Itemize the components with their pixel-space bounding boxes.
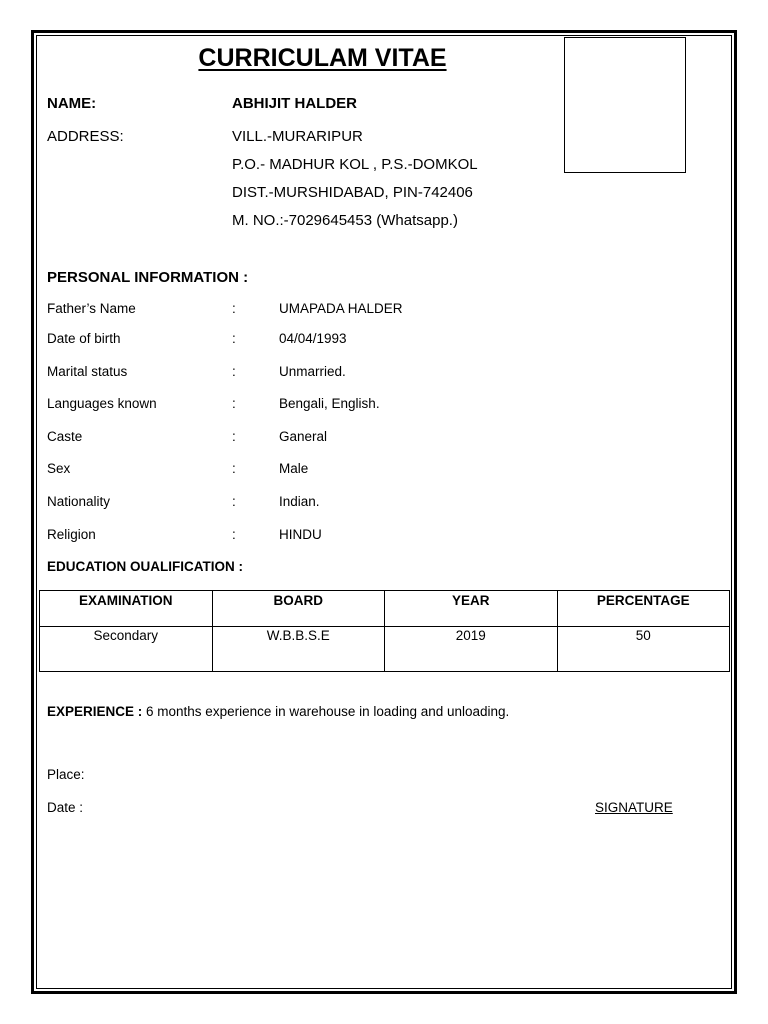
info-value: Male (279, 461, 309, 476)
table-row (40, 627, 730, 672)
experience-label: EXPERIENCE : (47, 704, 143, 719)
info-label: Caste (47, 429, 83, 444)
page-border-inner (36, 35, 732, 989)
info-separator: : (232, 301, 236, 316)
info-separator: : (232, 429, 236, 444)
address-line: DIST.-MURSHIDABAD, PIN-742406 (232, 184, 473, 201)
info-value: Ganeral (279, 429, 328, 444)
table-cell: 50 (557, 627, 730, 672)
table-header-cell: EXAMINATION (40, 591, 213, 627)
info-label: Date of birth (47, 331, 121, 346)
education-heading: EDUCATION OUALIFICATION : (47, 559, 243, 574)
info-label: Father’s Name (47, 301, 136, 316)
info-label: Nationality (47, 494, 111, 509)
info-label: Sex (47, 461, 71, 476)
info-separator: : (232, 396, 236, 411)
address-line: P.O.- MADHUR KOL , P.S.-DOMKOL (232, 156, 478, 173)
phone-line: M. NO.:-7029645453 (Whatsapp.) (232, 212, 458, 229)
info-value: Indian. (279, 494, 320, 509)
address-label: ADDRESS: (47, 128, 124, 145)
info-separator: : (232, 494, 236, 509)
education-table (39, 590, 730, 672)
experience-text: 6 months experience in warehouse in loading and unloading. (142, 704, 510, 719)
table-cell: W.B.B.S.E (212, 627, 385, 672)
info-value: UMAPADA HALDER (279, 301, 403, 316)
info-label: Languages known (47, 396, 157, 411)
place-label: Place: (47, 767, 85, 782)
table-cell: 2019 (385, 627, 558, 672)
table-header-cell: YEAR (385, 591, 558, 627)
info-label: Marital status (47, 364, 128, 379)
personal-info-heading: PERSONAL INFORMATION : (47, 269, 249, 286)
info-value: Bengali, English. (279, 396, 380, 411)
info-separator: : (232, 364, 236, 379)
photo-placeholder (564, 37, 686, 173)
name-label: NAME: (47, 95, 97, 112)
table-header-cell: BOARD (212, 591, 385, 627)
info-separator: : (232, 461, 236, 476)
info-separator: : (232, 527, 236, 542)
info-label: Religion (47, 527, 96, 542)
info-value: Unmarried. (279, 364, 346, 379)
experience-line (47, 704, 509, 719)
date-label: Date : (47, 800, 84, 815)
table-header-row (40, 591, 730, 627)
info-value: 04/04/1993 (279, 331, 347, 346)
table-header-cell: PERCENTAGE (557, 591, 730, 627)
table-cell: Secondary (40, 627, 213, 672)
signature-label: SIGNATURE (595, 800, 673, 815)
name-value: ABHIJIT HALDER (232, 95, 358, 112)
info-separator: : (232, 331, 236, 346)
document-title: CURRICULAM VITAE (198, 44, 447, 72)
info-value: HINDU (279, 527, 322, 542)
address-line: VILL.-MURARIPUR (232, 128, 363, 145)
